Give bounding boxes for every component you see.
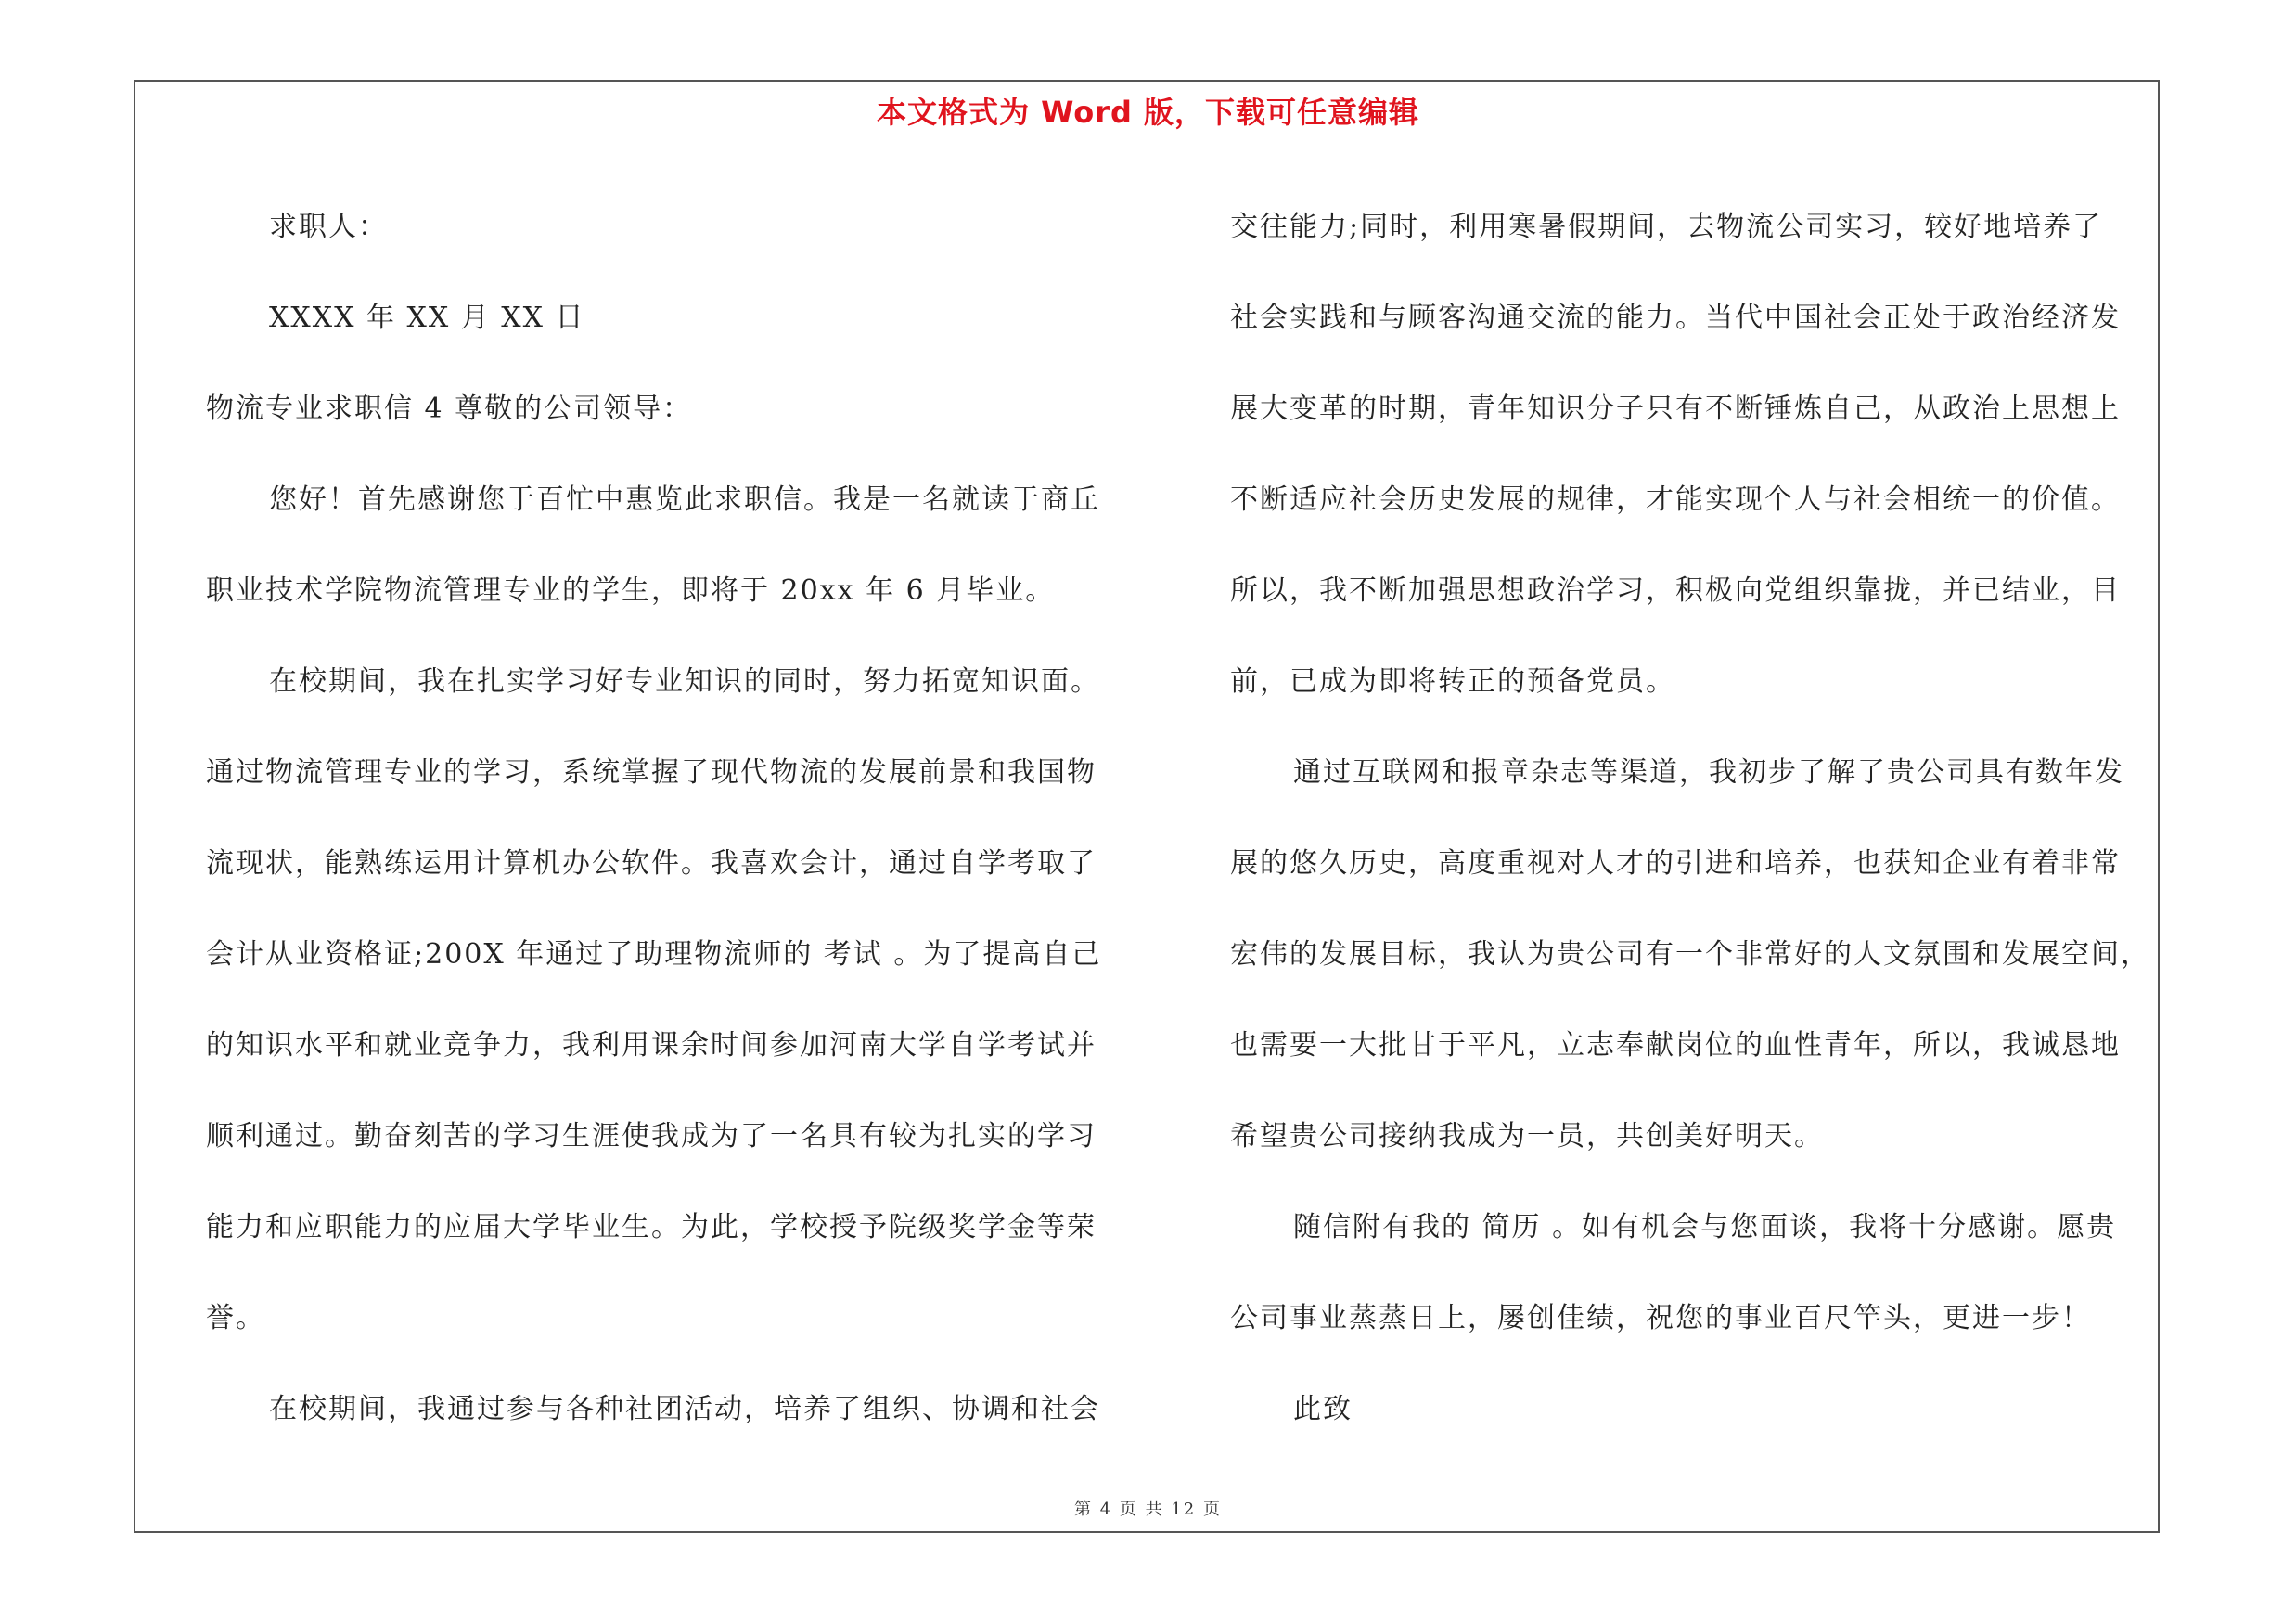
text-line: 物流专业求职信 4 尊敬的公司领导：: [206, 393, 693, 425]
right-text-column: [1230, 182, 2176, 1455]
text-line: 求职人：: [269, 211, 388, 243]
text-line: 公司事业蒸蒸日上，屡创佳绩，祝您的事业百尺竿头，更进一步！: [1230, 1302, 2091, 1334]
text-line: 能力和应职能力的应届大学毕业生。为此，学校授予院级奖学金等荣: [206, 1211, 1097, 1243]
text-line: 此致: [1293, 1393, 1353, 1425]
text-line: 顺利通过。勤奋刻苦的学习生涯使我成为了一名具有较为扎实的学习: [206, 1120, 1097, 1153]
text-line: 通过互联网和报章杂志等渠道，我初步了解了贵公司具有数年发: [1293, 756, 2124, 789]
text-line: 前，已成为即将转正的预备党员。: [1230, 665, 1675, 698]
text-line: 所以，我不断加强思想政治学习，积极向党组织靠拢，并已结业，目: [1230, 574, 2121, 607]
text-line: 流现状，能熟练运用计算机办公软件。我喜欢会计，通过自学考取了: [206, 847, 1097, 880]
text-line: 社会实践和与顾客沟通交流的能力。当代中国社会正处于政治经济发: [1230, 302, 2121, 334]
text-line: 的知识水平和就业竞争力，我利用课余时间参加河南大学自学考试并: [206, 1029, 1097, 1062]
text-line: 展大变革的时期，青年知识分子只有不断锤炼自己，从政治上思想上: [1230, 393, 2121, 425]
text-line: 随信附有我的 简历 。如有机会与您面谈，我将十分感谢。愿贵: [1293, 1211, 2117, 1243]
text-line: XXXX 年 XX 月 XX 日: [269, 302, 585, 334]
format-notice-banner: 本文格式为 Word 版，下载可任意编辑: [876, 95, 1420, 130]
text-line: 您好！首先感谢您于百忙中惠览此求职信。我是一名就读于商丘: [269, 483, 1100, 516]
text-line: 宏伟的发展目标，我认为贵公司有一个非常好的人文氛围和发展空间，: [1230, 938, 2150, 971]
text-line: 展的悠久历史，高度重视对人才的引进和培养，也获知企业有着非常: [1230, 847, 2121, 880]
text-line: 会计从业资格证;200X 年通过了助理物流师的 考试 。为了提高自己: [206, 938, 1102, 971]
text-line: 不断适应社会历史发展的规律，才能实现个人与社会相统一的价值。: [1230, 483, 2121, 516]
text-line: 誉。: [206, 1302, 265, 1334]
page-number-footer: 第 4 页 共 12 页: [1074, 1500, 1222, 1519]
text-line: 也需要一大批甘于平凡，立志奉献岗位的血性青年，所以，我诚恳地: [1230, 1029, 2121, 1062]
text-line: 交往能力;同时，利用寒暑假期间，去物流公司实习，较好地培养了: [1230, 211, 2103, 243]
text-line: 在校期间，我在扎实学习好专业知识的同时，努力拓宽知识面。: [269, 665, 1100, 698]
text-line: 希望贵公司接纳我成为一员，共创美好明天。: [1230, 1120, 1824, 1153]
text-line: 通过物流管理专业的学习，系统掌握了现代物流的发展前景和我国物: [206, 756, 1097, 789]
left-text-column: [206, 182, 1143, 1455]
text-line: 在校期间，我通过参与各种社团活动，培养了组织、协调和社会: [269, 1393, 1100, 1425]
text-line: 职业技术学院物流管理专业的学生，即将于 20xx 年 6 月毕业。: [206, 574, 1056, 607]
